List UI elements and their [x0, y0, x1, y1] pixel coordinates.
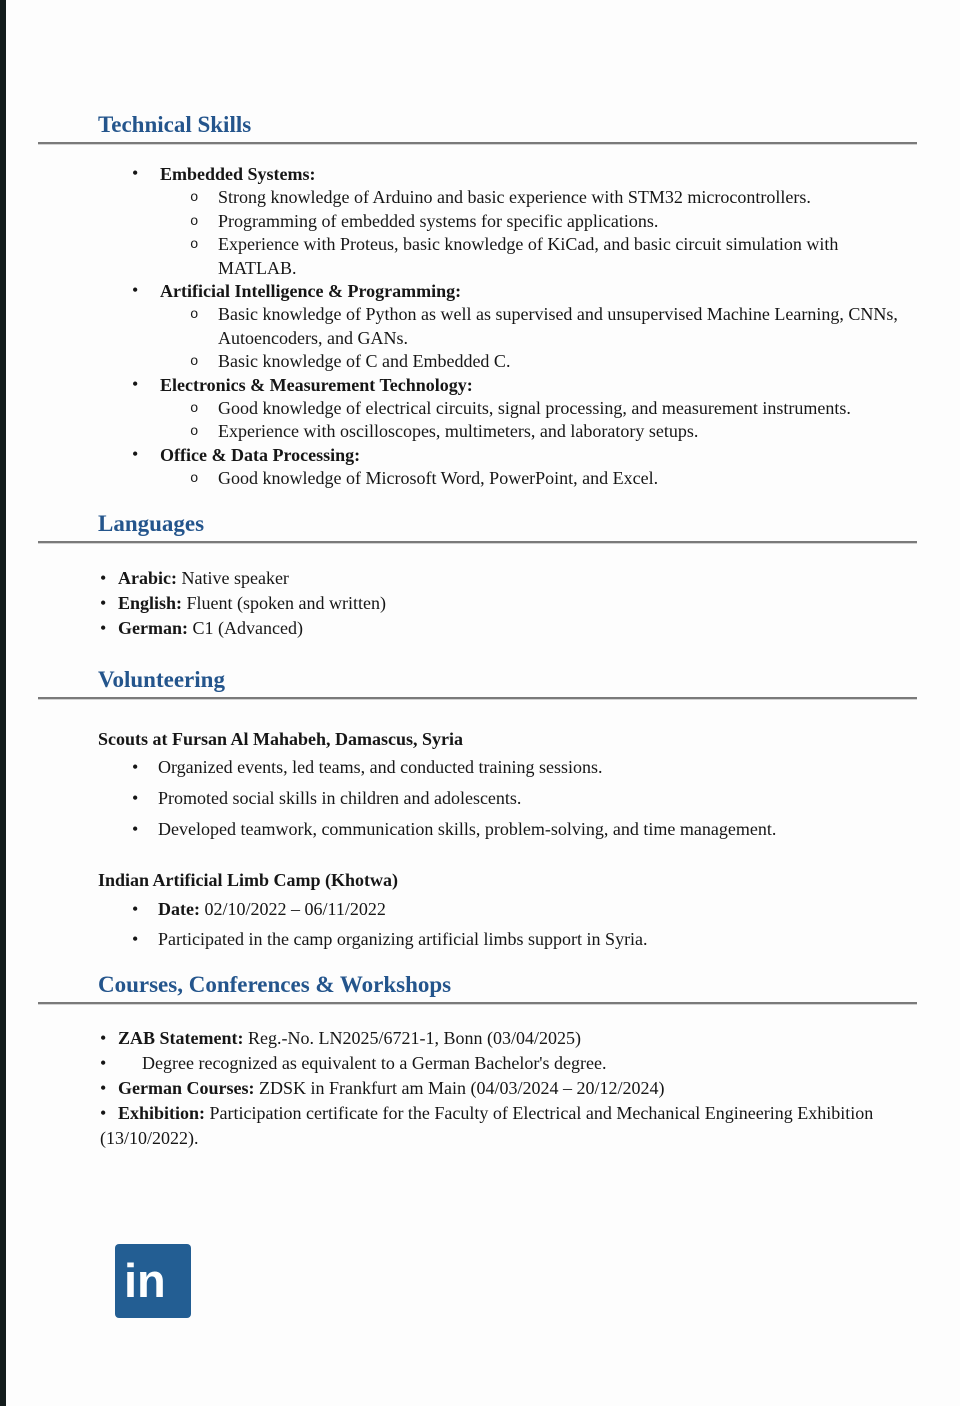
- section-heading-technical-skills: Technical Skills: [98, 112, 252, 137]
- bullet-icon: •: [100, 592, 107, 613]
- volunteering-bullet: [38, 818, 917, 841]
- skill-item: [38, 350, 917, 373]
- bullet-icon: •: [132, 443, 139, 464]
- skill-item: [38, 397, 917, 420]
- course-text: Reg.-No. LN2025/6721-1, Bonn (03/04/2025): [243, 1027, 581, 1048]
- skill-group: [38, 163, 917, 186]
- volunteering-bullet: [38, 787, 917, 810]
- circle-bullet-icon: o: [190, 401, 199, 418]
- language-level: Fluent (spoken and written): [182, 592, 386, 613]
- section-divider: [38, 541, 917, 544]
- language-level: Native speaker: [176, 567, 289, 588]
- skill-item: [38, 233, 917, 280]
- language-item: [38, 616, 917, 641]
- volunteering-bullet: [38, 898, 917, 921]
- volunteering-bullet: [38, 756, 917, 779]
- course-label: German Courses:: [118, 1077, 255, 1098]
- technical-skills-list: [38, 163, 917, 491]
- course-text: Degree recognized as equivalent to a German Bachelor's degree.: [142, 1052, 607, 1073]
- bullet-icon: •: [100, 1027, 107, 1048]
- linkedin-icon[interactable]: [115, 1244, 191, 1318]
- course-text: Participation certificate for the Faculty of Electrical and Mechanical Engineering Exhibition (13/10/2022).: [100, 1102, 874, 1148]
- circle-bullet-icon: o: [190, 213, 199, 230]
- bullet-icon: •: [132, 818, 139, 839]
- course-label: Exhibition:: [118, 1102, 206, 1123]
- skill-group-title: Office & Data Processing:: [160, 444, 361, 465]
- bullet-icon: •: [132, 928, 139, 949]
- skill-item: [38, 303, 917, 350]
- skill-group: [38, 374, 917, 397]
- bullet-icon: •: [132, 898, 139, 919]
- volunteering-bullet: [38, 928, 917, 951]
- resume-content: [38, 0, 917, 1318]
- skill-item: [38, 186, 917, 209]
- circle-bullet-icon: o: [190, 354, 199, 371]
- language-name: English:: [118, 592, 183, 613]
- volunteering-entry-title: Indian Artificial Limb Camp (Khotwa): [98, 869, 399, 890]
- circle-bullet-icon: o: [190, 307, 199, 324]
- course-item: [38, 1026, 917, 1051]
- course-label: ZAB Statement:: [118, 1027, 244, 1048]
- skill-item-text: Experience with oscilloscopes, multimeters, and laboratory setups.: [218, 421, 699, 442]
- circle-bullet-icon: o: [190, 471, 199, 488]
- volunteering-bullet-text: Organized events, led teams, and conducted training sessions.: [158, 756, 603, 777]
- language-item: [38, 591, 917, 616]
- language-name: Arabic:: [118, 567, 177, 588]
- skill-item-text: Strong knowledge of Arduino and basic experience with STM32 microcontrollers.: [218, 187, 811, 208]
- skill-group-title: Embedded Systems:: [160, 164, 316, 184]
- skill-item: [38, 467, 917, 490]
- languages-list: [38, 566, 917, 641]
- section-heading-volunteering: Volunteering: [98, 666, 225, 692]
- bullet-icon: •: [132, 373, 139, 394]
- volunteering-bullet-text: Developed teamwork, communication skills, problem-solving, and time management.: [158, 818, 777, 839]
- circle-bullet-icon: o: [190, 190, 199, 207]
- skill-item: [38, 420, 917, 443]
- section-heading-courses: Courses, Conferences & Workshops: [98, 971, 452, 997]
- skill-group-title: Electronics & Measurement Technology:: [160, 374, 473, 395]
- bullet-icon: •: [100, 1102, 107, 1123]
- bullet-icon: •: [100, 1077, 107, 1098]
- section-heading-languages: Languages: [98, 510, 205, 536]
- skill-item-text: Good knowledge of electrical circuits, signal processing, and measurement instruments.: [218, 398, 851, 419]
- language-level: C1 (Advanced): [187, 617, 303, 638]
- skill-group: [38, 444, 917, 467]
- volunteering-bullet-text: Promoted social skills in children and adolescents.: [158, 787, 522, 808]
- course-item: [38, 1051, 917, 1076]
- skill-item-text: Good knowledge of Microsoft Word, PowerPoint, and Excel.: [218, 468, 659, 489]
- bullet-icon: •: [132, 163, 139, 183]
- bullet-icon: •: [100, 1052, 107, 1073]
- bullet-icon: •: [100, 567, 107, 588]
- language-name: German:: [118, 617, 188, 638]
- date-value: 02/10/2022 – 06/11/2022: [199, 898, 386, 919]
- linkedin-in-glyph: in: [124, 1253, 166, 1307]
- course-item: [38, 1076, 917, 1101]
- bullet-icon: •: [100, 617, 107, 638]
- bullet-icon: •: [132, 787, 139, 808]
- bullet-icon: •: [132, 280, 139, 301]
- course-item: [38, 1101, 917, 1151]
- skill-item-text: Basic knowledge of C and Embedded C.: [218, 351, 511, 372]
- skill-item-text: Basic knowledge of Python as well as supervised and unsupervised Machine Learning, CNNs, Autoencoders, and GANs.: [218, 304, 898, 348]
- date-label: Date:: [158, 898, 200, 919]
- circle-bullet-icon: o: [190, 424, 199, 441]
- course-text: ZDSK in Frankfurt am Main (04/03/2024 – 20/12/2024): [254, 1077, 665, 1098]
- volunteering-bullet-text: Participated in the camp organizing artificial limbs support in Syria.: [158, 928, 648, 949]
- skill-item-text: Experience with Proteus, basic knowledge of KiCad, and basic circuit simulation with MATLAB.: [218, 234, 839, 278]
- skill-group-title: Artificial Intelligence & Programming:: [160, 281, 462, 302]
- section-divider: [38, 697, 917, 700]
- page-edge-shadow: [0, 0, 6, 1406]
- section-divider: [38, 142, 917, 145]
- circle-bullet-icon: o: [190, 237, 199, 254]
- skill-group: [38, 280, 917, 303]
- skill-item: [38, 210, 917, 233]
- courses-list: [38, 1026, 917, 1151]
- section-divider: [38, 1002, 917, 1005]
- bullet-icon: •: [132, 756, 139, 777]
- language-item: [38, 566, 917, 591]
- skill-item-text: Programming of embedded systems for specific applications.: [218, 210, 659, 231]
- volunteering-entry-title: Scouts at Fursan Al Mahabeh, Damascus, Syria: [98, 728, 464, 749]
